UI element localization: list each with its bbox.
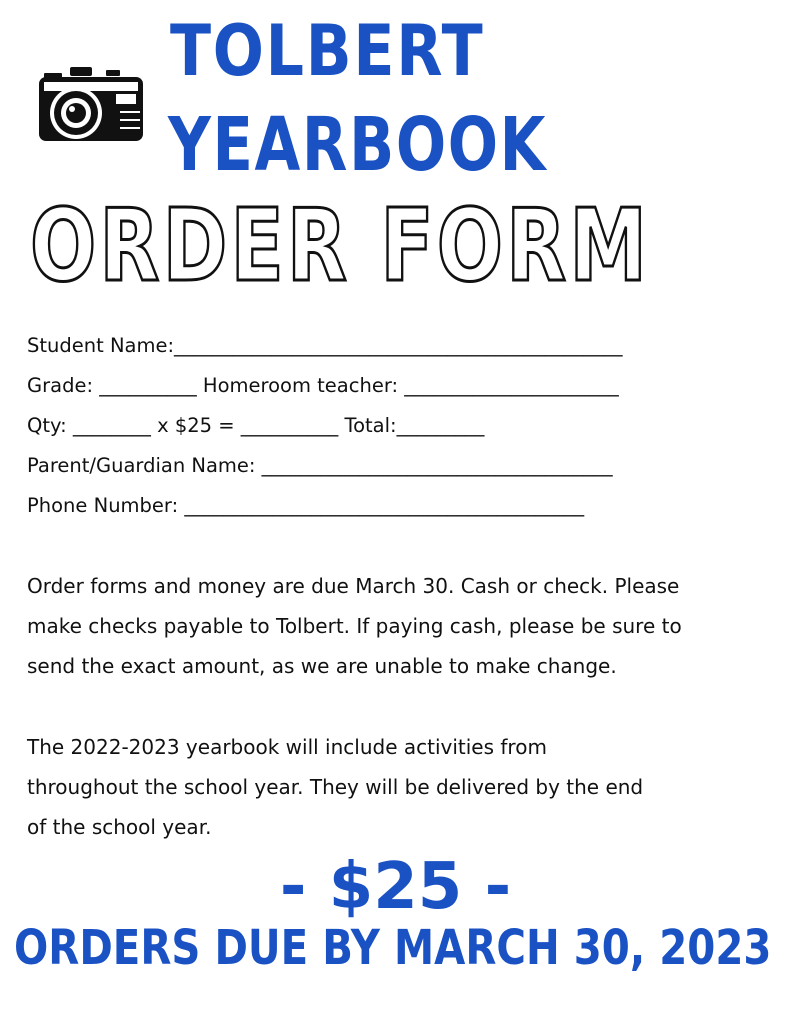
title-line-2: YEARBOOK (168, 102, 548, 188)
payment-instructions (27, 566, 767, 686)
student-name-label: Student Name:______________________________________________ (27, 334, 623, 357)
parent-name-label: Parent/Guardian Name: ____________________________________ (27, 454, 613, 477)
due-date-banner: ORDERS DUE BY MARCH 30, 2023 (14, 920, 772, 976)
price-banner: - $25 - (279, 850, 512, 924)
student-name-field[interactable] (27, 334, 623, 358)
paragraph-line: send the exact amount, as we are unable to make change. (27, 654, 617, 678)
paragraph-line: make checks payable to Tolbert. If paying cash, please be sure to (27, 614, 682, 638)
paragraph-line: of the school year. (27, 815, 212, 839)
phone-number-label: Phone Number: _________________________________________ (27, 494, 585, 517)
phone-number-field[interactable] (27, 494, 584, 518)
camera-icon (36, 64, 148, 146)
yearbook-description (27, 727, 767, 847)
qty-total-field[interactable] (27, 414, 484, 438)
paragraph-line: Order forms and money are due March 30. Cash or check. Please (27, 574, 680, 598)
grade-homeroom-label: Grade: __________ Homeroom teacher: ______________________ (27, 374, 619, 397)
subtitle-order-form: ORDER FORM (30, 187, 651, 304)
parent-name-field[interactable] (27, 454, 613, 478)
paragraph-line: throughout the school year. They will be delivered by the end (27, 775, 644, 799)
qty-total-label: Qty: ________ x $25 = __________ Total:_________ (27, 414, 485, 437)
title-line-1: TOLBERT (170, 10, 485, 92)
paragraph-line: The 2022-2023 yearbook will include activities from (27, 735, 547, 759)
grade-homeroom-field[interactable] (27, 374, 619, 398)
